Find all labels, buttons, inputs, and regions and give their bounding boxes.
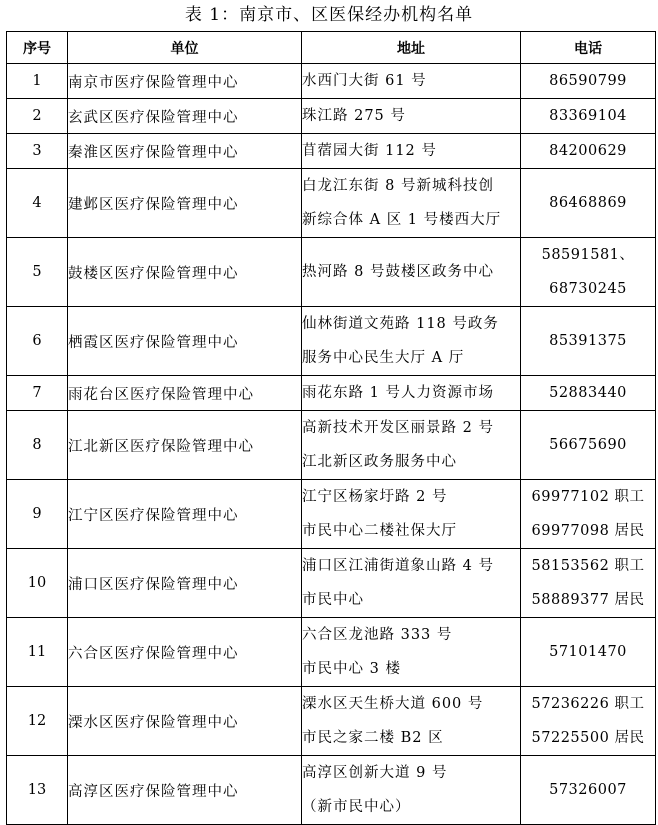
unit-name: 秦淮区医疗保险管理中心 [68, 134, 302, 169]
address-line: 新综合体 A 区 1 号楼西大厅 [302, 212, 502, 228]
phone-cell [521, 99, 656, 134]
table-body [7, 64, 656, 825]
table-row [7, 307, 656, 376]
phone-number: 58591581、 [541, 247, 635, 263]
address-line: 市民之家二楼 B2 区 [302, 730, 444, 746]
phone-cell [521, 411, 656, 480]
address-cell [302, 376, 521, 411]
address-line: 服务中心民生大厅 A 厅 [302, 350, 465, 366]
table-row [7, 618, 656, 687]
agency-table [6, 31, 656, 825]
table-row [7, 376, 656, 411]
row-number: 10 [7, 549, 68, 618]
address-cell [302, 307, 521, 376]
address-line: 市民中心二楼社保大厅 [302, 523, 457, 539]
address-line: 热河路 8 号鼓楼区政务中心 [302, 264, 494, 280]
row-number: 12 [7, 687, 68, 756]
phone-cell [521, 64, 656, 99]
phone-cell [521, 238, 656, 307]
row-number: 5 [7, 238, 68, 307]
address-line: 高淳区创新大道 9 号 [302, 765, 448, 781]
address-line: 市民中心 3 楼 [302, 661, 401, 677]
address-line: 水西门大街 61 号 [302, 73, 427, 89]
unit-name: 栖霞区医疗保险管理中心 [68, 307, 302, 376]
address-cell [302, 687, 521, 756]
phone-cell [521, 549, 656, 618]
address-line: 苜蓿园大街 112 号 [302, 143, 437, 159]
phone-number: 85391375 [549, 333, 627, 349]
address-line: （新市民中心） [302, 799, 411, 815]
address-cell [302, 618, 521, 687]
phone-number: 58889377 居民 [531, 592, 645, 608]
address-line: 市民中心 [302, 592, 364, 608]
address-line: 江北新区政务服务中心 [302, 454, 457, 470]
phone-number: 57225500 居民 [531, 730, 645, 746]
address-cell [302, 549, 521, 618]
address-cell [302, 756, 521, 825]
table-row [7, 549, 656, 618]
unit-name: 六合区医疗保险管理中心 [68, 618, 302, 687]
address-cell [302, 64, 521, 99]
table-row [7, 64, 656, 99]
phone-cell [521, 756, 656, 825]
table-row [7, 480, 656, 549]
phone-cell [521, 687, 656, 756]
unit-name: 雨花台区医疗保险管理中心 [68, 376, 302, 411]
table-row [7, 687, 656, 756]
phone-number: 68730245 [549, 281, 627, 297]
phone-cell [521, 618, 656, 687]
header-unit: 单位 [68, 32, 302, 64]
phone-number: 69977102 职工 [531, 489, 645, 505]
phone-number: 86468869 [549, 195, 627, 211]
unit-name: 浦口区医疗保险管理中心 [68, 549, 302, 618]
row-number: 1 [7, 64, 68, 99]
address-line: 浦口区江浦街道象山路 4 号 [302, 558, 494, 574]
address-cell [302, 99, 521, 134]
address-cell [302, 169, 521, 238]
header-phone: 电话 [521, 32, 656, 64]
address-line: 六合区龙池路 333 号 [302, 627, 453, 643]
table-header-row [7, 32, 656, 64]
phone-number: 83369104 [549, 108, 627, 124]
phone-cell [521, 307, 656, 376]
row-number: 6 [7, 307, 68, 376]
phone-number: 52883440 [549, 385, 627, 401]
table-row [7, 99, 656, 134]
table-row [7, 134, 656, 169]
table-row [7, 169, 656, 238]
address-line: 白龙江东街 8 号新城科技创 [302, 178, 494, 194]
phone-number: 57236226 职工 [531, 696, 645, 712]
unit-name: 建邺区医疗保险管理中心 [68, 169, 302, 238]
unit-name: 溧水区医疗保险管理中心 [68, 687, 302, 756]
unit-name: 高淳区医疗保险管理中心 [68, 756, 302, 825]
row-number: 2 [7, 99, 68, 134]
row-number: 9 [7, 480, 68, 549]
phone-number: 57101470 [549, 644, 627, 660]
row-number: 13 [7, 756, 68, 825]
phone-number: 84200629 [549, 143, 627, 159]
address-line: 溧水区天生桥大道 600 号 [302, 696, 484, 712]
address-cell [302, 238, 521, 307]
address-cell [302, 134, 521, 169]
header-address: 地址 [302, 32, 521, 64]
address-line: 高新技术开发区丽景路 2 号 [302, 420, 494, 436]
phone-number: 56675690 [549, 437, 627, 453]
unit-name: 南京市医疗保险管理中心 [68, 64, 302, 99]
table-row [7, 411, 656, 480]
phone-cell [521, 134, 656, 169]
address-line: 仙林街道文苑路 118 号政务 [302, 316, 499, 332]
phone-cell [521, 480, 656, 549]
row-number: 8 [7, 411, 68, 480]
phone-number: 58153562 职工 [531, 558, 645, 574]
address-cell [302, 411, 521, 480]
header-no: 序号 [7, 32, 68, 64]
phone-number: 57326007 [549, 782, 627, 798]
unit-name: 鼓楼区医疗保险管理中心 [68, 238, 302, 307]
row-number: 3 [7, 134, 68, 169]
phone-cell [521, 169, 656, 238]
address-line: 珠江路 275 号 [302, 108, 406, 124]
table-caption: 表 1：南京市、区医保经办机构名单 [184, 5, 474, 25]
phone-number: 69977098 居民 [531, 523, 645, 539]
phone-cell [521, 376, 656, 411]
row-number: 11 [7, 618, 68, 687]
unit-name: 玄武区医疗保险管理中心 [68, 99, 302, 134]
address-line: 雨花东路 1 号人力资源市场 [302, 385, 494, 401]
table-row [7, 238, 656, 307]
unit-name: 江宁区医疗保险管理中心 [68, 480, 302, 549]
table-row [7, 756, 656, 825]
row-number: 7 [7, 376, 68, 411]
row-number: 4 [7, 169, 68, 238]
address-cell [302, 480, 521, 549]
unit-name: 江北新区医疗保险管理中心 [68, 411, 302, 480]
address-line: 江宁区杨家圩路 2 号 [302, 489, 448, 505]
phone-number: 86590799 [549, 73, 627, 89]
